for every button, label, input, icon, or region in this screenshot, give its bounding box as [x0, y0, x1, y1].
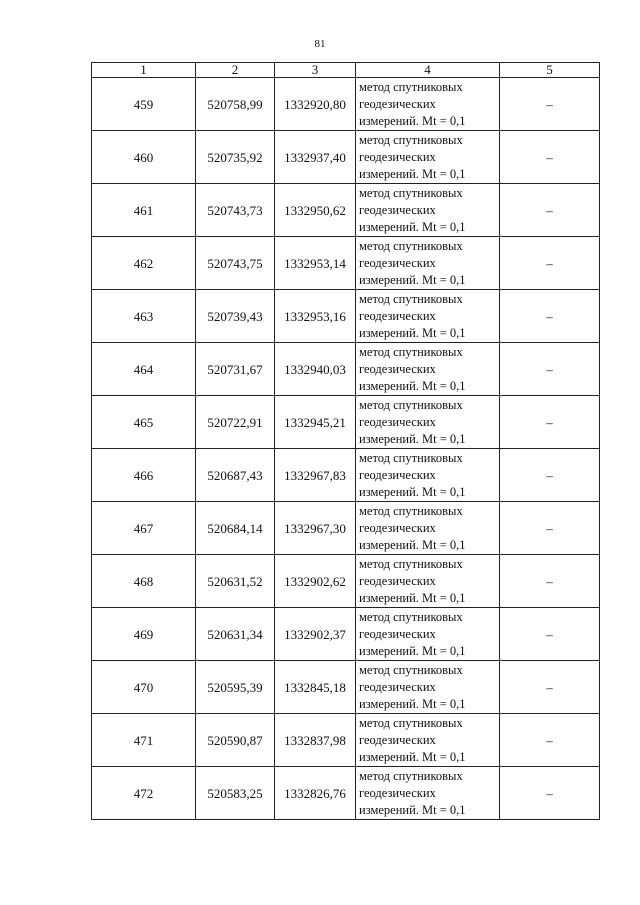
coordinates-table	[91, 62, 600, 820]
y-coordinate-cell: 1332920,80	[275, 78, 356, 131]
page-number: 81	[314, 38, 326, 50]
point-number-cell: 471	[92, 714, 196, 767]
point-number-cell: 463	[92, 290, 196, 343]
point-number-cell: 472	[92, 767, 196, 820]
description-cell: –	[500, 714, 600, 767]
description-cell: –	[500, 396, 600, 449]
method-line-3: измерений. Mt = 0,1	[359, 484, 466, 499]
method-cell	[356, 661, 500, 714]
method-line-1: метод спутниковых	[359, 662, 463, 677]
point-number-cell: 470	[92, 661, 196, 714]
table-row	[92, 449, 600, 502]
method-line-1: метод спутниковых	[359, 185, 463, 200]
table-row	[92, 714, 600, 767]
table-row	[92, 343, 600, 396]
column-header-5: 5	[500, 63, 600, 78]
x-coordinate-cell: 520595,39	[196, 661, 275, 714]
y-coordinate-cell: 1332826,76	[275, 767, 356, 820]
method-line-1: метод спутниковых	[359, 132, 463, 147]
method-line-2: геодезических	[359, 573, 436, 588]
method-line-1: метод спутниковых	[359, 450, 463, 465]
method-line-2: геодезических	[359, 255, 436, 270]
description-cell: –	[500, 78, 600, 131]
y-coordinate-cell: 1332902,62	[275, 555, 356, 608]
table-row	[92, 555, 600, 608]
table-row	[92, 608, 600, 661]
table-row	[92, 661, 600, 714]
description-cell: –	[500, 767, 600, 820]
method-line-3: измерений. Mt = 0,1	[359, 325, 466, 340]
x-coordinate-cell: 520743,73	[196, 184, 275, 237]
description-cell: –	[500, 555, 600, 608]
method-line-2: геодезических	[359, 414, 436, 429]
x-coordinate-cell: 520684,14	[196, 502, 275, 555]
point-number-cell: 462	[92, 237, 196, 290]
method-line-1: метод спутниковых	[359, 609, 463, 624]
description-cell: –	[500, 608, 600, 661]
method-line-1: метод спутниковых	[359, 768, 463, 783]
point-number-cell: 469	[92, 608, 196, 661]
description-cell: –	[500, 449, 600, 502]
method-cell	[356, 767, 500, 820]
method-line-1: метод спутниковых	[359, 503, 463, 518]
method-line-2: геодезических	[359, 202, 436, 217]
method-line-1: метод спутниковых	[359, 715, 463, 730]
method-line-1: метод спутниковых	[359, 344, 463, 359]
method-cell	[356, 237, 500, 290]
x-coordinate-cell: 520631,34	[196, 608, 275, 661]
y-coordinate-cell: 1332837,98	[275, 714, 356, 767]
y-coordinate-cell: 1332967,30	[275, 502, 356, 555]
method-line-2: геодезических	[359, 361, 436, 376]
description-cell: –	[500, 343, 600, 396]
table-body	[92, 78, 600, 820]
column-header-2: 2	[196, 63, 275, 78]
x-coordinate-cell: 520722,91	[196, 396, 275, 449]
method-line-2: геодезических	[359, 785, 436, 800]
method-line-3: измерений. Mt = 0,1	[359, 378, 466, 393]
y-coordinate-cell: 1332902,37	[275, 608, 356, 661]
method-cell	[356, 502, 500, 555]
method-line-2: геодезических	[359, 732, 436, 747]
y-coordinate-cell: 1332940,03	[275, 343, 356, 396]
y-coordinate-cell: 1332953,16	[275, 290, 356, 343]
table-row	[92, 396, 600, 449]
method-cell	[356, 555, 500, 608]
method-cell	[356, 343, 500, 396]
method-line-2: геодезических	[359, 679, 436, 694]
x-coordinate-cell: 520631,52	[196, 555, 275, 608]
point-number-cell: 465	[92, 396, 196, 449]
description-cell: –	[500, 131, 600, 184]
x-coordinate-cell: 520735,92	[196, 131, 275, 184]
description-cell: –	[500, 184, 600, 237]
method-line-3: измерений. Mt = 0,1	[359, 219, 466, 234]
method-cell	[356, 608, 500, 661]
point-number-cell: 466	[92, 449, 196, 502]
method-line-3: измерений. Mt = 0,1	[359, 272, 466, 287]
method-line-1: метод спутниковых	[359, 238, 463, 253]
column-header-1: 1	[92, 63, 196, 78]
method-line-1: метод спутниковых	[359, 556, 463, 571]
method-line-2: геодезических	[359, 626, 436, 641]
point-number-cell: 459	[92, 78, 196, 131]
table-row	[92, 78, 600, 131]
method-line-2: геодезических	[359, 467, 436, 482]
table-row	[92, 502, 600, 555]
x-coordinate-cell: 520739,43	[196, 290, 275, 343]
table-row	[92, 237, 600, 290]
method-line-3: измерений. Mt = 0,1	[359, 537, 466, 552]
description-cell: –	[500, 661, 600, 714]
point-number-cell: 460	[92, 131, 196, 184]
y-coordinate-cell: 1332845,18	[275, 661, 356, 714]
column-header-4: 4	[356, 63, 500, 78]
x-coordinate-cell: 520590,87	[196, 714, 275, 767]
point-number-cell: 468	[92, 555, 196, 608]
table-row	[92, 767, 600, 820]
y-coordinate-cell: 1332945,21	[275, 396, 356, 449]
method-line-3: измерений. Mt = 0,1	[359, 643, 466, 658]
method-line-3: измерений. Mt = 0,1	[359, 113, 466, 128]
table-row	[92, 290, 600, 343]
method-line-2: геодезических	[359, 149, 436, 164]
description-cell: –	[500, 290, 600, 343]
y-coordinate-cell: 1332950,62	[275, 184, 356, 237]
method-line-3: измерений. Mt = 0,1	[359, 749, 466, 764]
method-cell	[356, 131, 500, 184]
method-line-1: метод спутниковых	[359, 79, 463, 94]
x-coordinate-cell: 520731,67	[196, 343, 275, 396]
method-line-3: измерений. Mt = 0,1	[359, 696, 466, 711]
y-coordinate-cell: 1332967,83	[275, 449, 356, 502]
x-coordinate-cell: 520758,99	[196, 78, 275, 131]
x-coordinate-cell: 520743,75	[196, 237, 275, 290]
table-header-row	[92, 63, 600, 78]
method-line-1: метод спутниковых	[359, 291, 463, 306]
point-number-cell: 467	[92, 502, 196, 555]
point-number-cell: 461	[92, 184, 196, 237]
method-line-3: измерений. Mt = 0,1	[359, 166, 466, 181]
method-line-3: измерений. Mt = 0,1	[359, 802, 466, 817]
method-cell	[356, 78, 500, 131]
x-coordinate-cell: 520687,43	[196, 449, 275, 502]
table-row	[92, 184, 600, 237]
method-line-2: геодезических	[359, 308, 436, 323]
x-coordinate-cell: 520583,25	[196, 767, 275, 820]
column-header-3: 3	[275, 63, 356, 78]
method-line-2: геодезических	[359, 96, 436, 111]
method-cell	[356, 290, 500, 343]
method-cell	[356, 449, 500, 502]
table-row	[92, 131, 600, 184]
y-coordinate-cell: 1332953,14	[275, 237, 356, 290]
description-cell: –	[500, 502, 600, 555]
method-line-2: геодезических	[359, 520, 436, 535]
y-coordinate-cell: 1332937,40	[275, 131, 356, 184]
method-cell	[356, 396, 500, 449]
point-number-cell: 464	[92, 343, 196, 396]
method-line-3: измерений. Mt = 0,1	[359, 431, 466, 446]
description-cell: –	[500, 237, 600, 290]
method-line-3: измерений. Mt = 0,1	[359, 590, 466, 605]
method-cell	[356, 184, 500, 237]
method-line-1: метод спутниковых	[359, 397, 463, 412]
method-cell	[356, 714, 500, 767]
